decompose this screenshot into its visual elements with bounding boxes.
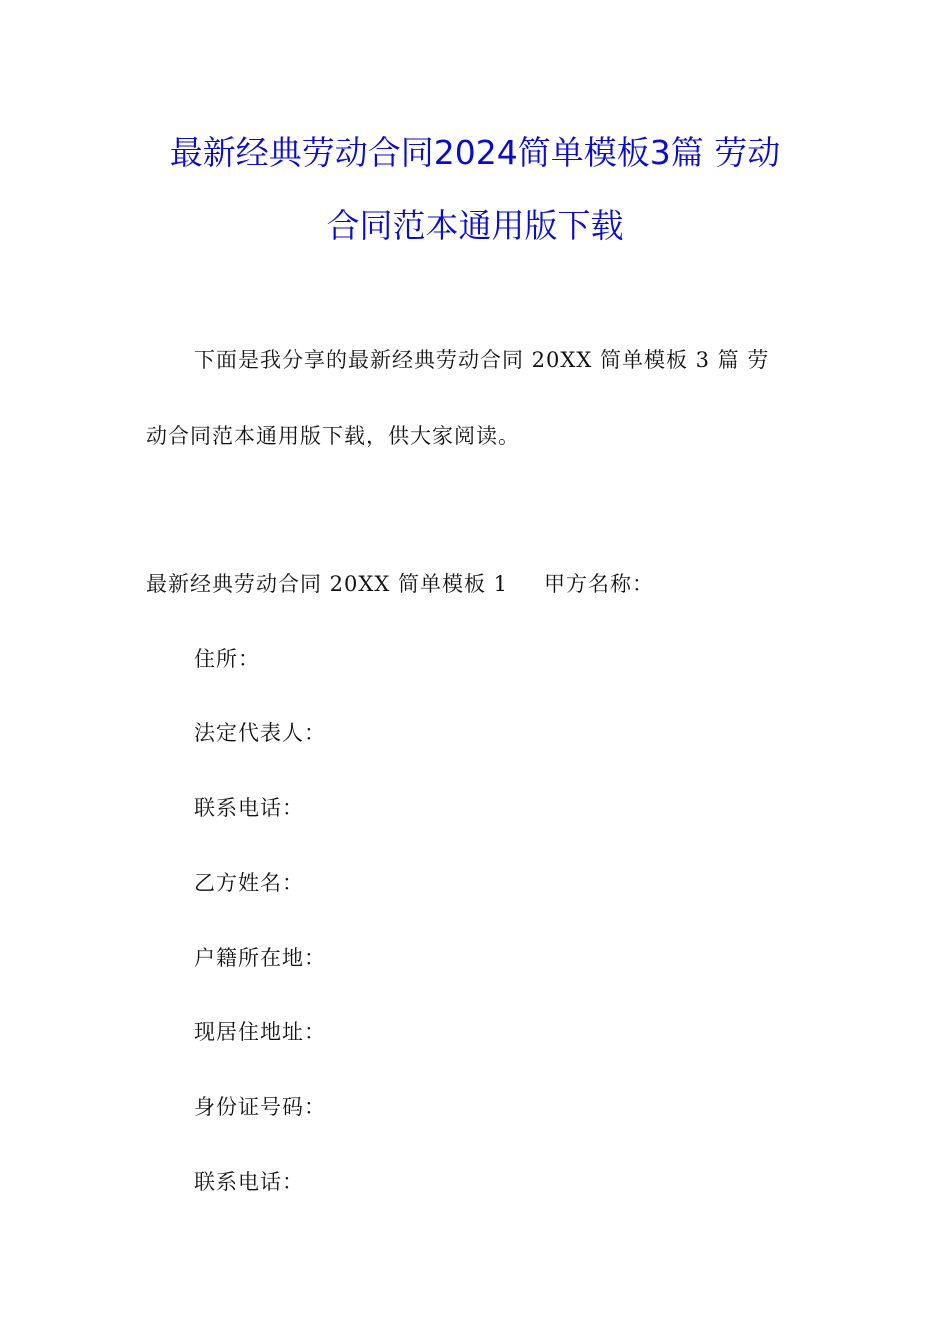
document-title-line-1: 最新经典劳动合同2024简单模板3篇 劳动 [169, 133, 781, 172]
field-party-a-phone: 联系电话： [194, 796, 304, 820]
party-a-name-label: 甲方名称： [544, 572, 655, 596]
intro-paragraph-line-2: 动合同范本通用版下载，供大家阅读。 [146, 424, 520, 448]
field-id-number: 身份证号码： [194, 1095, 326, 1119]
document-title-line-2: 合同范本通用版下载 [326, 206, 624, 245]
field-party-b-name: 乙方姓名： [194, 871, 304, 895]
template-heading: 最新经典劳动合同 20XX 简单模板 1 [146, 572, 509, 596]
field-current-address: 现居住地址： [194, 1020, 326, 1044]
field-legal-representative: 法定代表人： [194, 721, 326, 745]
intro-paragraph-line-1: 下面是我分享的最新经典劳动合同 20XX 简单模板 3 篇 劳 [194, 348, 770, 372]
field-party-b-phone: 联系电话： [194, 1170, 304, 1194]
template-heading-row [146, 570, 654, 598]
field-household-registration: 户籍所在地： [194, 946, 326, 970]
field-address: 住所： [194, 647, 260, 671]
